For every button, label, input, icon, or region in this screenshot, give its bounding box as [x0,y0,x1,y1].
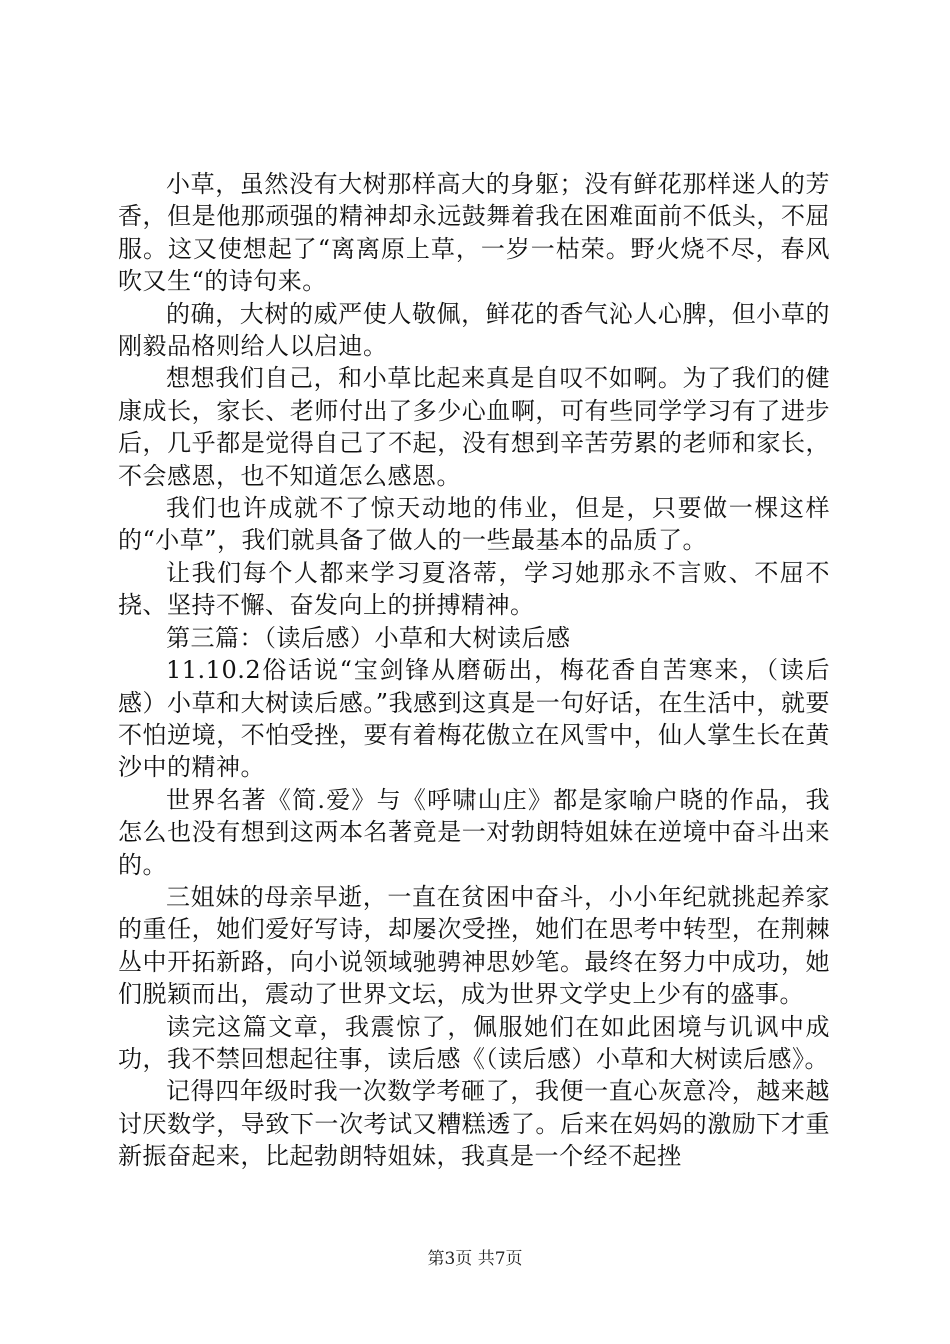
paragraph: 三姐妹的母亲早逝，一直在贫困中奋斗，小小年纪就挑起养家的重任，她们爱好写诗，却屡次受挫，她们在思考中转型，在荆棘丛中开拓新路，向小说领域驰骋神思妙笔。最终在努力中成功，她们脱颖而出，震动了世界文坛，成为世界文学史上少有的盛事。 [118,882,830,1009]
page-footer: 第3页 共7页 [427,1249,523,1269]
paragraph: 想想我们自己，和小草比起来真是自叹不如啊。为了我们的健康成长，家长、老师付出了多少心血啊，可有些同学学习有了进步后，几乎都是觉得自己了不起，没有想到辛苦劳累的老师和家长，不会感恩，也不知道怎么感恩。 [118,364,830,490]
paragraph: 记得四年级时我一次数学考砸了，我便一直心灰意冷，越来越讨厌数学，导致下一次考试又糟糕透了。后来在妈妈的激励下才重新振奋起来，比起勃朗特姐妹，我真是一个经不起挫 [118,1077,830,1171]
paragraph: 让我们每个人都来学习夏洛蒂，学习她那永不言败、不屈不挠、坚持不懈、奋发向上的拼搏精神。 [118,558,830,620]
paragraph: 我们也许成就不了惊天动地的伟业，但是，只要做一棵这样的“小草”，我们就具备了做人的一些最基本的品质了。 [118,494,830,555]
paragraph: 世界名著《简.爱》与《呼啸山庄》都是家喻户晓的作品，我怎么也没有想到这两本名著竟是一对勃朗特姐妹在逆境中奋斗出来的。 [118,785,830,879]
paragraph: 小草，虽然没有大树那样高大的身躯；没有鲜花那样迷人的芳香，但是他那顽强的精神却永远鼓舞着我在困难面前不低头，不屈服。这又使想起了“离离原上草，一岁一枯荣。野火烧不尽，春风吹又生“的诗句来。 [118,170,830,296]
paragraph: 读完这篇文章，我震惊了，佩服她们在如此困境与讥讽中成功，我不禁回想起往事，读后感《（读后感）小草和大树读后感》。 [118,1012,830,1073]
paragraph: 11.10.2俗话说“宝剑锋从磨砺出，梅花香自苦寒来，（读后感）小草和大树读后感。”我感到这真是一句好话，在生活中，就要不怕逆境，不怕受挫，要有着梅花傲立在风雪中，仙人掌生长在黄沙中的精神。 [118,656,830,782]
paragraph: 的确，大树的威严使人敬佩，鲜花的香气沁人心脾，但小草的刚毅品格则给人以启迪。 [118,299,830,361]
body-text [118,168,830,1173]
section-heading: 第三篇：（读后感）小草和大树读后感 [166,623,571,652]
